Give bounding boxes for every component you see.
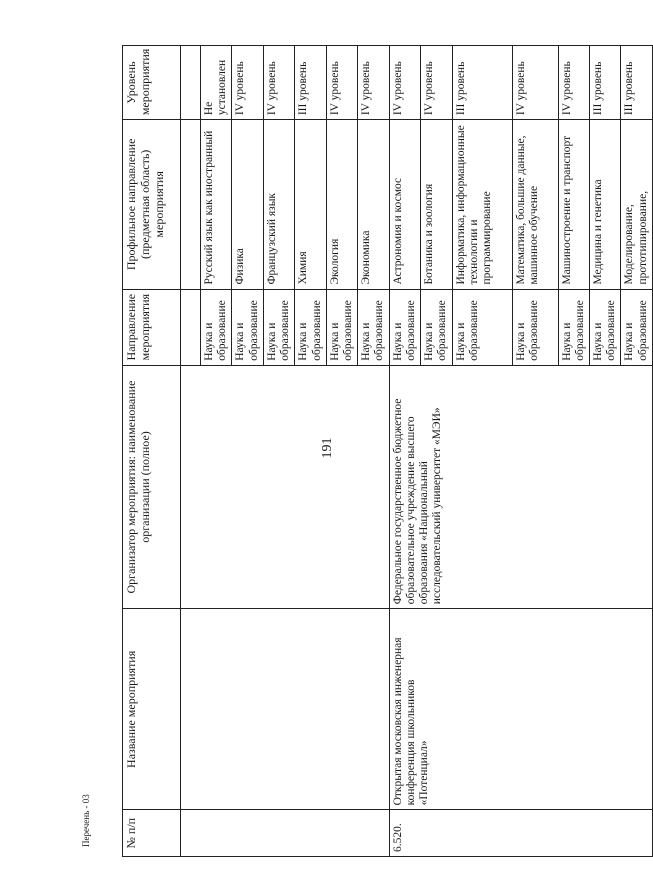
cell-profile: Химия — [295, 120, 326, 289]
cell-entry-name: Открытая московская инженерная конференция школьников «Потенциал» — [389, 609, 652, 810]
cell-direction: Наука и образование — [421, 289, 452, 365]
cell-level: IV уровень — [232, 46, 263, 120]
cell-level: III уровень — [589, 46, 620, 120]
cell-profile: Французский язык — [263, 120, 294, 289]
cell-level: IV уровень — [389, 46, 420, 120]
cell-entry-organizer: Федеральное государственное бюджетное образовательное учреждение высшего образования «Национальный исследовательский университет «МЭИ» — [389, 365, 652, 609]
cell-level: III уровень — [295, 46, 326, 120]
header-organizer: Организатор мероприятия: наименование организации (полное) — [123, 365, 181, 609]
cell-level: III уровень — [452, 46, 512, 120]
cell-level: IV уровень — [512, 46, 558, 120]
cell-direction: Наука и образование — [232, 289, 263, 365]
cell-direction: Наука и образование — [452, 289, 512, 365]
cell-level: Не установлен — [201, 46, 232, 120]
cell-level: IV уровень — [263, 46, 294, 120]
cell-direction: Наука и образование — [621, 289, 652, 365]
events-table — [122, 45, 649, 857]
cell-profile: Русский язык как иностранный — [201, 120, 232, 289]
cell-profile: Астрономия и космос — [389, 120, 420, 289]
cell-direction: Наука и образование — [512, 289, 558, 365]
cell-level: IV уровень — [558, 46, 589, 120]
cell-direction: Наука и образование — [558, 289, 589, 365]
cell-organizer-prev — [181, 365, 390, 609]
cell-profile: Физика — [232, 120, 263, 289]
cell-direction: Наука и образование — [295, 289, 326, 365]
header-name: Название мероприятия — [123, 609, 181, 810]
header-direction: Направление мероприятия — [123, 289, 181, 365]
cell-level: III уровень — [621, 46, 652, 120]
header-level: Уровень мероприятия — [123, 46, 181, 120]
cell-level: IV уровень — [421, 46, 452, 120]
cell-profile: Моделирование, прототипирование, — [621, 120, 652, 289]
cell-profile: Ботаника и зоология — [421, 120, 452, 289]
cell-profile: Экономика — [358, 120, 389, 289]
table-row — [181, 46, 201, 857]
cell-name-prev — [181, 609, 390, 810]
cell-level: IV уровень — [358, 46, 389, 120]
cell-num-prev — [181, 810, 390, 857]
cell-profile — [181, 120, 201, 289]
header-profile: Профильное направление (предметная область) мероприятия — [123, 120, 181, 289]
cell-level — [181, 46, 201, 120]
cell-direction — [181, 289, 201, 365]
header-num: № п/п — [123, 810, 181, 857]
cell-direction: Наука и образование — [326, 289, 357, 365]
cell-profile: Машиностроение и транспорт — [558, 120, 589, 289]
cell-direction: Наука и образование — [389, 289, 420, 365]
page-number: 191 — [320, 437, 335, 459]
cell-profile: Экология — [326, 120, 357, 289]
table-row — [389, 46, 420, 857]
cell-entry-num: 6.520. — [389, 810, 652, 857]
cell-profile: Медицина и генетика — [589, 120, 620, 289]
cell-direction: Наука и образование — [589, 289, 620, 365]
table-header-row — [123, 46, 181, 857]
cell-level: IV уровень — [326, 46, 357, 120]
cell-profile: Информатика, информационные технологии и программирование — [452, 120, 512, 289]
cell-direction: Наука и образование — [358, 289, 389, 365]
cell-direction: Наука и образование — [201, 289, 232, 365]
cell-direction: Наука и образование — [263, 289, 294, 365]
rotated-table-area — [122, 45, 649, 857]
cell-profile: Математика, большие данные, машинное обучение — [512, 120, 558, 289]
footer-note: Перечень - 03 — [81, 794, 91, 847]
